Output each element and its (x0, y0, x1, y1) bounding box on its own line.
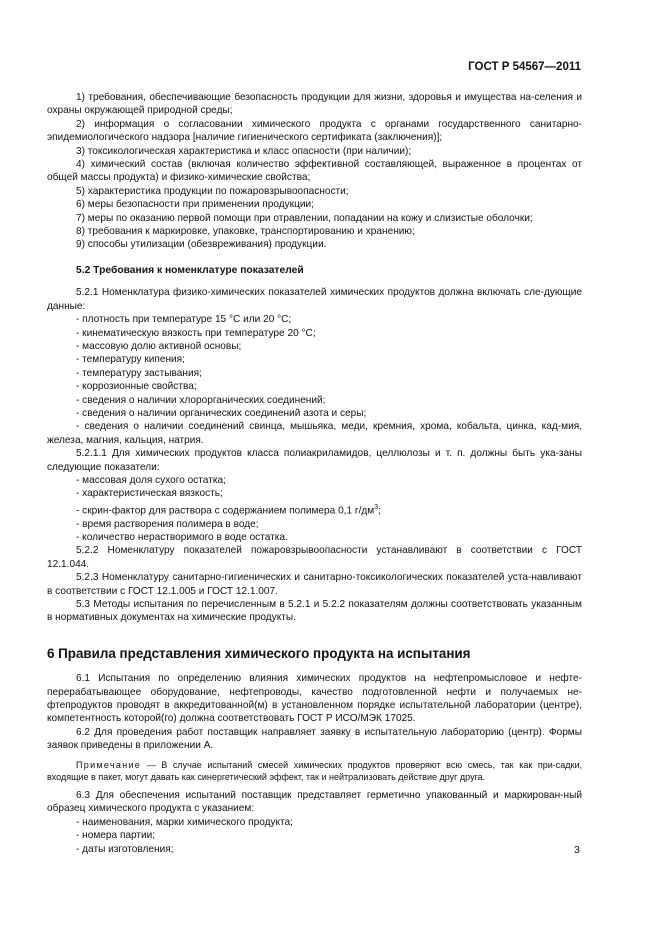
list-item: 3) токсикологическая характеристика и класс опасности (при наличии); (76, 145, 412, 157)
paragraph-6-1: 6.1 Испытания по определению влияния химических продуктов на нефтепромысловое и нефте-перерабатывающее оборудование, нефтепроводы, качество подготовленной нефти и получаемых не-фтепродуктов проводят в аккредитованной(м) в установленном порядке испытательной лаборатории (центре), компетентность которой(го) должна соответствовать ГОСТ Р ИСО/МЭК 17025. (47, 673, 582, 725)
paragraph-5-2-2: 5.2.2 Номенклатуру показателей пожаровзрывоопасности устанавливают в соответствии с ГОСТ 12.1.044. (47, 545, 582, 570)
list-item: - коррозионные свойства; (76, 381, 197, 393)
list-item: 2) информация о согласовании химического продукта с органами государственного санитарно-эпидемиологического надзора [наличие гигиенического сертификата (заключения)]; (47, 118, 582, 144)
paragraph-5-2-1: 5.2.1 Номенклатура физико-химических показателей химических продуктов должна включать сле-дующие данные: (47, 287, 582, 312)
page-number: 3 (574, 844, 580, 856)
list-item: 7) меры по оказанию первой помощи при отравлении, попадании на кожу и слизистые оболочки; (76, 212, 533, 224)
list-item: - кинематическую вязкость при температуре 20 °С; (76, 327, 316, 339)
list-item: - массовая доля сухого остатка; (76, 474, 226, 486)
list-item: 4) химический состав (включая количество эффективной составляющей, выраженное в процентах от общей массы продукта) и физико-химические свойства; (47, 159, 582, 184)
list-item: - номера партии; (76, 830, 156, 842)
list-item: - сведения о наличии органических соединений азота и серы; (76, 407, 367, 419)
document-body (47, 91, 582, 856)
list-item: - массовую долю активной основы; (76, 340, 242, 352)
list-item: - количество нерастворимого в воде остатка. (76, 531, 288, 543)
list-item: - время растворения полимера в воде; (76, 518, 259, 530)
document-header: ГОСТ Р 54567—2011 (468, 61, 581, 73)
list-item: - характеристическая вязкость; (76, 488, 223, 500)
list-item: 8) требования к маркировке, упаковке, транспортированию и хранению; (76, 226, 415, 238)
list-item: - температуру застывания; (76, 367, 202, 379)
list-item: 1) требования, обеспечивающие безопасность продукции для жизни, здоровья и имущества на-селения и охраны окружающей природной среды; (47, 92, 582, 117)
list-item: - сведения о наличии соединений свинца, мышьяка, меди, кремния, хрома, кобальта, цинка, кад-мия, железа, магния, кальция, натрия. (47, 421, 582, 446)
list-item: 9) способы утилизации (обезвреживания) продукции. (76, 239, 327, 251)
list-item: - наименования, марки химического продукта; (76, 816, 293, 828)
paragraph-5-2-3: 5.2.3 Номенклатуру санитарно-гигиенических и санитарно-токсикологических показателей уста-навливают в соответствии с ГОСТ 12.1.005 и ГОСТ 12.1.007. (47, 572, 582, 597)
list-item: 6) меры безопасности при применении продукции; (76, 199, 314, 211)
section-heading-5-2: 5.2 Требования к номенклатуре показателей (76, 264, 304, 276)
paragraph-6-2: 6.2 Для проведения работ поставщик направляет заявку в испытательную лабораторию (центр). Формы заявок приведены в приложении А. (47, 726, 582, 752)
paragraph-6-3: 6.3 Для обеспечения испытаний поставщик представляет герметично упакованный и маркирован-ный образец химического продукта с указанием: (47, 790, 582, 815)
list-item: - сведения о наличии хлорорганических соединений; (76, 394, 326, 406)
screen-factor-text: - скрин-фактор для раствора с содержанием полимера 0,1 г/дм (76, 505, 375, 517)
superscript: 3 (374, 503, 379, 511)
section-heading-6: 6 Правила представления химического продукта на испытания (47, 645, 471, 661)
paragraph-5-3: 5.3 Методы испытания по перечисленным в 5.2.1 и 5.2.2 показателям должны соответствовать указанным в нормативных документах на химические продукты. (47, 598, 582, 624)
list-item: - температуру кипения; (76, 354, 185, 366)
paragraph-5-2-1-1: 5.2.1.1 Для химических продуктов класса полиакриламидов, целлюлозы и т. п. должны быть ука-заны следующие показатели: (47, 448, 582, 473)
note-text: — В случае испытаний смесей химических продуктов проверяют всю смесь, так как при-садки, входящие в пакет, могут давать как синергетический эффект, так и нейтрализовать действие друг друга. (47, 759, 582, 782)
list-item: - плотность при температуре 15 °С или 20 °С; (76, 314, 292, 326)
list-item: 5) характеристика продукции по пожаровзрывоопасности; (76, 185, 349, 197)
note (47, 759, 582, 783)
list-item: - даты изготовления; (76, 843, 174, 855)
screen-factor-end: ; (378, 505, 381, 517)
note-label: Примечание (76, 759, 142, 770)
list-item (47, 501, 582, 518)
